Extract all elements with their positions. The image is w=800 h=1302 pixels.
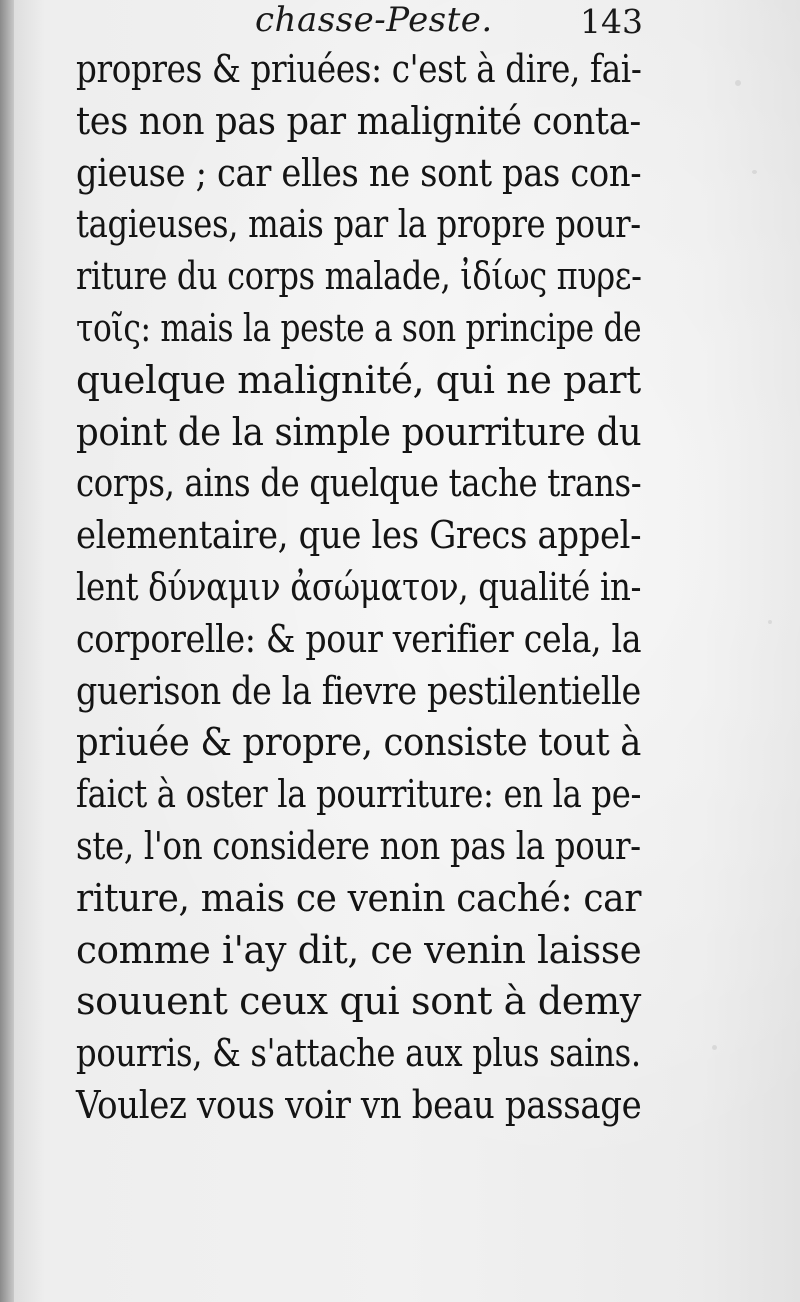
text-line: guerison de la fievre pestilentielle (76, 668, 641, 714)
text-line: gieuse ; car elles ne sont pas con- (76, 150, 642, 196)
body-text (76, 44, 641, 1132)
text-line: tagieuses, mais par la propre pour- (76, 202, 641, 248)
text-line: souuent ceux qui sont à demy (76, 979, 641, 1025)
paper-speck (712, 1045, 717, 1050)
text-line: ste, l'on considere non pas la pour- (76, 823, 641, 869)
text-line: Voulez vous voir vn beau passage (76, 1082, 642, 1128)
text-line: faict à oster la pourriture: en la pe- (76, 772, 642, 818)
text-line: comme i'ay dit, ce venin laisse (76, 927, 642, 973)
text-line: riture du corps malade, ἰδίως πυρε- (76, 254, 642, 300)
paper-speck (735, 80, 741, 86)
text-line: priuée & propre, consiste tout à (76, 720, 642, 766)
text-line: corps, ains de quelque tache trans- (76, 461, 642, 507)
text-line: pourris, & s'attache aux plus sains. (76, 1031, 641, 1077)
text-line: tes non pas par malignité conta- (76, 98, 641, 144)
text-line: quelque malignité, qui ne part (76, 357, 641, 403)
running-title: chasse-Peste. (255, 0, 493, 40)
paper-speck (768, 620, 772, 624)
page-gutter-shadow (0, 0, 14, 1302)
text-line: point de la simple pourriture du (76, 409, 642, 455)
text-line: corporelle: & pour verifier cela, la (76, 616, 642, 662)
page-number: 143 (580, 2, 643, 41)
text-line: τοῖς: mais la peste a son principe de (76, 305, 642, 351)
paper-speck (752, 170, 757, 174)
text-line: propres & priuées: c'est à dire, fai- (76, 47, 642, 92)
text-line: lent δύναμιν ἀσώματον, qualité in- (76, 564, 642, 610)
text-line: riture, mais ce venin caché: car (76, 875, 642, 921)
text-line: elementaire, que les Grecs appel- (76, 513, 642, 559)
